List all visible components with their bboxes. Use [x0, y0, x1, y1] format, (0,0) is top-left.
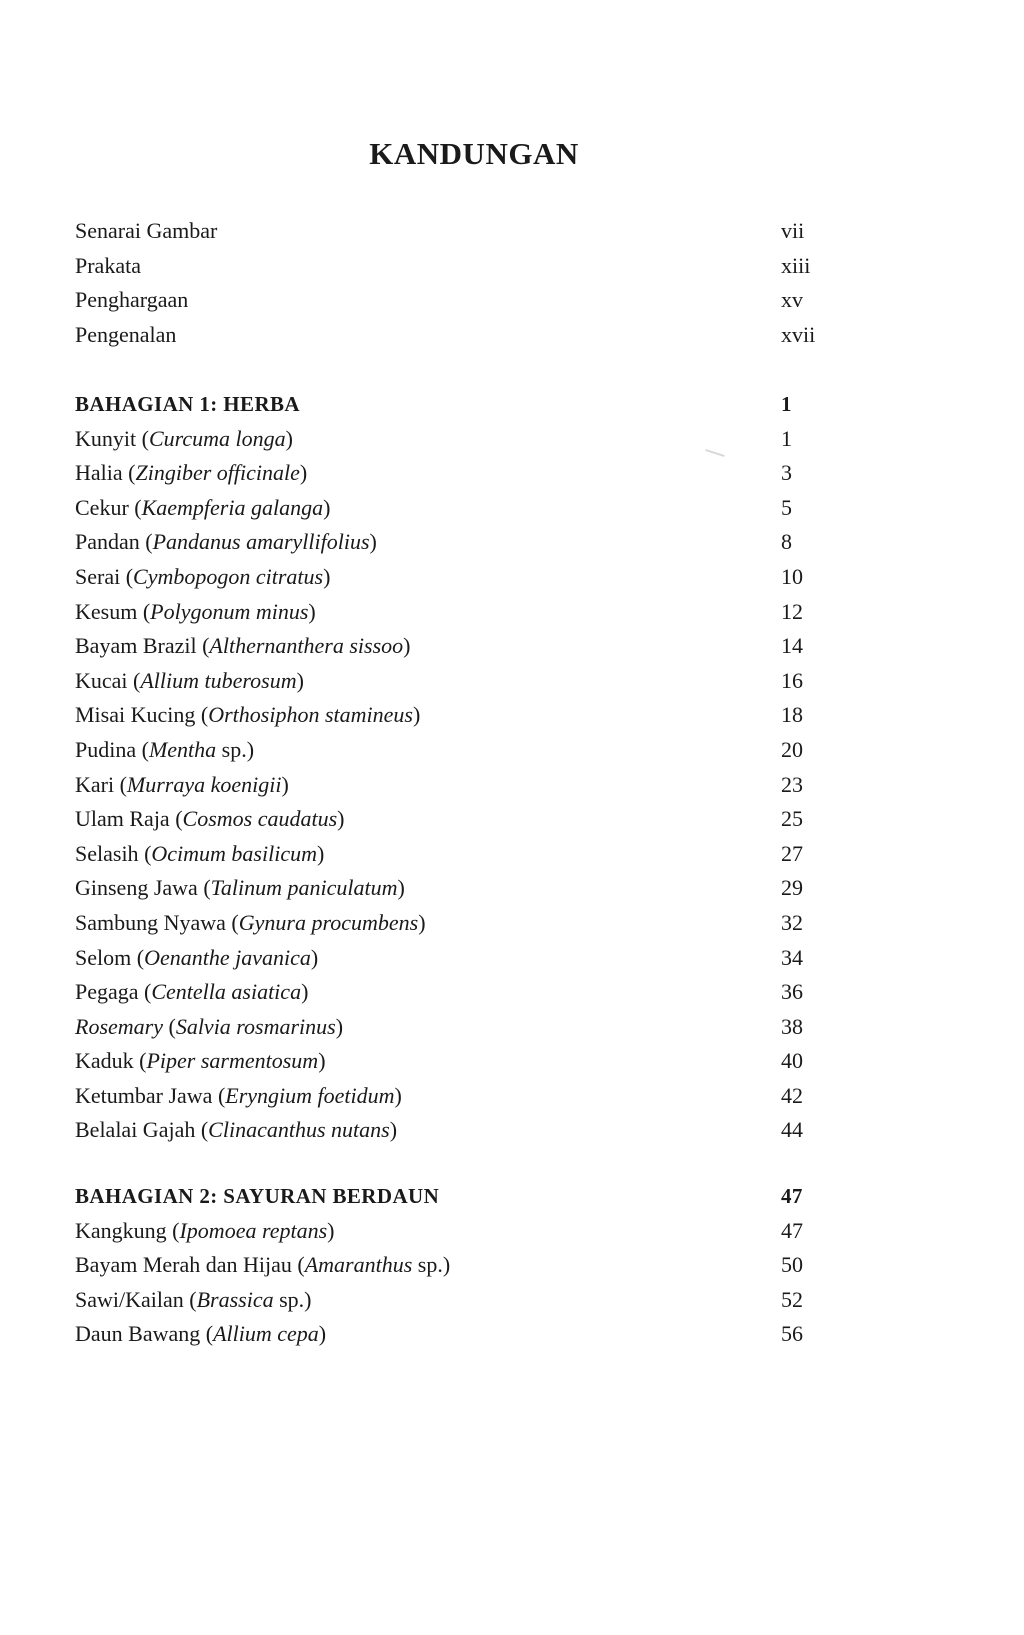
scientific-name: Orthosiphon stamineus — [208, 702, 413, 728]
common-name: Ginseng Jawa — [75, 875, 198, 901]
toc-entry-page: 23 — [781, 771, 803, 797]
toc-entry — [75, 802, 835, 837]
toc-entry-label: Rosemary (Salvia rosmarinus) — [75, 1013, 344, 1039]
toc-entry-label: Penghargaan — [75, 287, 189, 313]
toc-entry-label: Selom (Oenanthe javanica) — [75, 944, 319, 970]
toc-entry — [75, 560, 835, 595]
common-name: Selasih — [75, 840, 139, 866]
toc-entry-label: Selasih (Ocimum basilicum) — [75, 840, 325, 866]
toc-entry-label: Kesum (Polygonum minus) — [75, 598, 316, 624]
scientific-name: Piper sarmentosum — [146, 1048, 319, 1074]
toc-entry — [75, 906, 835, 941]
toc-entry-page: xiii — [781, 252, 811, 278]
toc-entry-label: Serai (Cymbopogon citratus) — [75, 563, 331, 589]
common-name: Belalai Gajah — [75, 1117, 196, 1143]
common-name: Pandan — [75, 529, 140, 555]
toc-entry — [75, 249, 835, 284]
section-heading-page: 1 — [781, 392, 792, 416]
common-name: Bayam Brazil — [75, 633, 197, 659]
toc-entry-label: Bayam Brazil (Althernanthera sissoo) — [75, 633, 411, 659]
species-suffix: sp. — [412, 1252, 443, 1278]
toc-entry-page: 32 — [781, 909, 803, 935]
toc-entry-page: 36 — [781, 979, 803, 1005]
common-name: Sawi/Kailan — [75, 1286, 184, 1312]
scientific-name: Pandanus amaryllifolius — [152, 529, 370, 555]
toc-entry — [75, 1010, 835, 1045]
toc-entry-label: Belalai Gajah (Clinacanthus nutans) — [75, 1117, 398, 1143]
toc-entry — [75, 422, 835, 457]
toc-entry — [75, 491, 835, 526]
toc-entry — [75, 871, 835, 906]
common-name: Pegaga — [75, 979, 139, 1005]
toc-entry-page: 3 — [781, 460, 792, 486]
toc-entry-page: 5 — [781, 494, 792, 520]
toc-entry — [75, 1044, 835, 1079]
common-name: Kari — [75, 771, 115, 797]
section-heading — [75, 1179, 835, 1214]
toc-entry-label: Senarai Gambar — [75, 218, 218, 243]
common-name: Ketumbar Jawa — [75, 1082, 213, 1108]
toc-entry — [75, 1079, 835, 1114]
section-heading-label: BAHAGIAN 1: HERBA — [75, 392, 300, 416]
scientific-name: Allium cepa — [213, 1321, 319, 1347]
section-1 — [75, 387, 835, 1148]
common-name: Kaduk — [75, 1048, 134, 1074]
toc-entry-label: Pengenalan — [75, 321, 177, 347]
toc-entry — [75, 595, 835, 630]
toc-entry-page: 27 — [781, 840, 803, 866]
toc-entry-label: Pudina (Mentha sp.) — [75, 736, 255, 762]
common-name: Kucai — [75, 667, 128, 693]
toc-entry-label: Ulam Raja (Cosmos caudatus) — [75, 806, 345, 832]
toc-entry — [75, 456, 835, 491]
species-suffix: sp. — [216, 736, 247, 762]
common-name: Daun Bawang — [75, 1321, 201, 1347]
species-suffix: sp. — [273, 1286, 305, 1312]
toc-entry — [75, 733, 835, 768]
toc-entry — [75, 214, 835, 249]
scientific-name: Murraya koenigii — [126, 771, 282, 797]
toc-entry-label: Sambung Nyawa (Gynura procumbens) — [75, 909, 426, 935]
toc-entry — [75, 1283, 835, 1318]
section-2 — [75, 1179, 835, 1352]
toc-entry-label: Ginseng Jawa (Talinum paniculatum) — [75, 875, 405, 901]
common-name: Sambung Nyawa — [75, 909, 226, 935]
scientific-name: Kaempferia galanga — [141, 494, 324, 520]
toc-entry-page: 20 — [781, 736, 803, 762]
common-name: Kunyit — [75, 425, 137, 451]
toc-entry-label: Pandan (Pandanus amaryllifolius) — [75, 529, 377, 555]
toc-entry — [75, 975, 835, 1010]
scientific-name: Brassica — [196, 1286, 274, 1312]
toc-entry-label: Kangkung (Ipomoea reptans) — [75, 1217, 335, 1243]
toc-entry-page: 1 — [781, 425, 792, 451]
toc-entry-label: Daun Bawang (Allium cepa) — [75, 1321, 327, 1347]
scientific-name: Zingiber officinale — [135, 460, 300, 486]
toc-entry-label: Misai Kucing (Orthosiphon stamineus) — [75, 702, 421, 728]
toc-entry-label: Kari (Murraya koenigii) — [75, 771, 289, 797]
scientific-name: Clinacanthus nutans — [208, 1117, 390, 1143]
toc-entry-label: Sawi/Kailan (Brassica sp.) — [75, 1286, 312, 1312]
common-name: Bayam Merah dan Hijau — [75, 1252, 292, 1278]
scientific-name: Oenanthe javanica — [144, 944, 311, 970]
scientific-name: Talinum paniculatum — [210, 875, 398, 901]
toc-entry — [75, 1113, 835, 1148]
section-heading-page: 47 — [781, 1184, 803, 1208]
common-name: Ulam Raja — [75, 806, 170, 832]
toc-entry-label: Kunyit (Curcuma longa) — [75, 425, 293, 451]
scientific-name: Mentha — [148, 736, 217, 762]
toc-entry-page: 25 — [781, 806, 803, 832]
toc-entry-page: 50 — [781, 1252, 803, 1278]
scientific-name: Ocimum basilicum — [151, 840, 317, 866]
toc-entry-label: Pegaga (Centella asiatica) — [75, 979, 309, 1005]
toc-entry-page: 44 — [781, 1117, 803, 1143]
toc-entry — [75, 525, 835, 560]
common-name: Misai Kucing — [75, 702, 196, 728]
toc-entry-page: 42 — [781, 1082, 803, 1108]
scientific-name: Curcuma longa — [148, 425, 286, 451]
toc-entry — [75, 941, 835, 976]
toc-entry-page: 12 — [781, 598, 803, 624]
toc-entry-label: Halia (Zingiber officinale) — [75, 460, 308, 486]
toc-entry — [75, 1317, 835, 1352]
page-title: KANDUNGAN — [369, 136, 579, 171]
toc-entry-page: xvii — [781, 321, 816, 347]
toc-entry-label: Kucai (Allium tuberosum) — [75, 667, 304, 693]
front-matter-list — [75, 214, 835, 352]
toc-entry-page: 47 — [781, 1217, 803, 1243]
common-name: Pudina — [75, 736, 137, 762]
toc-entry-page: 8 — [781, 529, 792, 555]
toc-entry-page: 16 — [781, 667, 803, 693]
toc-entry-label: Bayam Merah dan Hijau (Amaranthus sp.) — [75, 1252, 451, 1278]
toc-entry-page: 40 — [781, 1048, 803, 1074]
toc-entry-page: xv — [781, 287, 803, 313]
scientific-name: Cymbopogon citratus — [133, 563, 324, 589]
common-name: Rosemary — [75, 1013, 163, 1039]
common-name: Selom — [75, 944, 132, 970]
scientific-name: Amaranthus — [304, 1252, 413, 1278]
common-name: Serai — [75, 563, 121, 589]
toc-entry-label: Ketumbar Jawa (Eryngium foetidum) — [75, 1082, 402, 1108]
section-heading — [75, 387, 835, 422]
toc-entry-page: 18 — [781, 702, 803, 728]
toc-entry-page: 38 — [781, 1013, 803, 1039]
toc-entry-page: 34 — [781, 944, 803, 970]
toc-entry — [75, 837, 835, 872]
toc-entry-page: 56 — [781, 1321, 803, 1347]
common-name: Kangkung — [75, 1217, 167, 1243]
section-heading-label: BAHAGIAN 2: SAYURAN BERDAUN — [75, 1184, 440, 1208]
scientific-name: Gynura procumbens — [238, 909, 419, 935]
scientific-name: Cosmos caudatus — [182, 806, 338, 832]
toc-entry-page: vii — [781, 218, 805, 243]
scientific-name: Eryngium foetidum — [225, 1082, 395, 1108]
toc-entry — [75, 629, 835, 664]
toc-entry-label: Cekur (Kaempferia galanga) — [75, 494, 331, 520]
toc-entry-page: 10 — [781, 563, 803, 589]
toc-entry — [75, 698, 835, 733]
scientific-name: Polygonum minus — [150, 598, 309, 624]
toc-entry-label: Kaduk (Piper sarmentosum) — [75, 1048, 326, 1074]
scientific-name: Salvia rosmarinus — [175, 1013, 336, 1039]
scientific-name: Althernanthera sissoo — [209, 633, 404, 659]
toc-entry — [75, 318, 835, 353]
common-name: Halia — [75, 460, 123, 486]
toc-entry — [75, 1248, 835, 1283]
toc-entry-page: 52 — [781, 1286, 803, 1312]
toc-entry — [75, 1214, 835, 1249]
scientific-name: Ipomoea reptans — [179, 1217, 328, 1243]
toc-entry-page: 14 — [781, 633, 803, 659]
scientific-name: Centella asiatica — [151, 979, 302, 1005]
toc-entry — [75, 768, 835, 803]
scientific-name: Allium tuberosum — [140, 667, 297, 693]
toc-entry-label: Prakata — [75, 252, 141, 278]
common-name: Kesum — [75, 598, 138, 624]
toc-entry-page: 29 — [781, 875, 803, 901]
common-name: Cekur — [75, 494, 129, 520]
toc-entry — [75, 664, 835, 699]
toc-entry — [75, 283, 835, 318]
